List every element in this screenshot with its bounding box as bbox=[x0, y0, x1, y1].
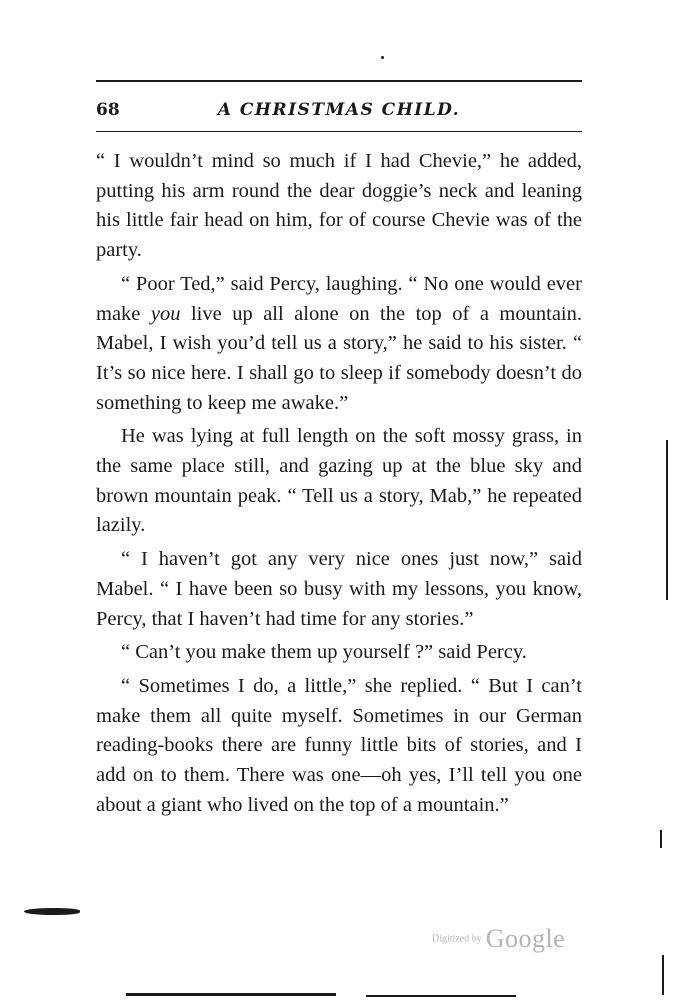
page-number: 68 bbox=[96, 100, 120, 120]
digitized-watermark bbox=[432, 924, 582, 954]
paragraph-1: “ I wouldn’t mind so much if I had Chevie,” he added, putting his arm round the dear doggie’s neck and leaning his little fair head on him, for of course Chevie was of the party. bbox=[96, 150, 582, 262]
paragraph-2: “ Poor Ted,” said Percy, laughing. “ No one would ever make you live up all alone on the top of a mountain. Mabel, I wish you’d tell us a story,” he said to his sister. “ It’s so nice here. I shall go to sleep if somebody doesn’t do something to keep me awake.” bbox=[96, 272, 582, 414]
book-title: A CHRISTMAS CHILD. bbox=[217, 100, 461, 120]
scan-mark-left bbox=[24, 908, 80, 915]
paragraph-5: “ Can’t you make them up yourself ?” said Percy. bbox=[121, 641, 527, 664]
paragraph-3: He was lying at full length on the soft mossy grass, in the same place still, and gazing up at the blue sky and brown mountain peak. “ Tell us a story, Mab,” he repeated lazily. bbox=[96, 425, 582, 537]
scan-mark-bottom-right bbox=[366, 995, 516, 997]
emphasis: you bbox=[150, 302, 181, 325]
paragraph-4: “ I haven’t got any very nice ones just now,” said Mabel. “ I have been so busy with my lessons, you know, Percy, that I haven’t had time for any stories.” bbox=[96, 548, 582, 630]
scan-mark-right-2 bbox=[660, 830, 662, 848]
paragraph-6: “ Sometimes I do, a little,” she replied. “ But I can’t make them all quite myself. Sometimes in our German reading-books there are funny little bits of stories, and I add on to them. There was one—oh yes, I’ll tell you one about a giant who lived on the top of a mountain.” bbox=[96, 674, 582, 816]
scan-mark-top bbox=[381, 56, 384, 59]
scan-mark-bottom-left bbox=[126, 993, 336, 996]
scan-mark-right-1 bbox=[666, 440, 668, 600]
text-block bbox=[96, 147, 582, 824]
running-head bbox=[96, 100, 582, 124]
header-rule bbox=[96, 131, 582, 132]
google-logo: Google bbox=[485, 924, 566, 953]
scan-mark-right-3 bbox=[662, 955, 664, 995]
watermark-prefix: Digitized by bbox=[432, 933, 482, 945]
top-rule bbox=[96, 80, 582, 82]
